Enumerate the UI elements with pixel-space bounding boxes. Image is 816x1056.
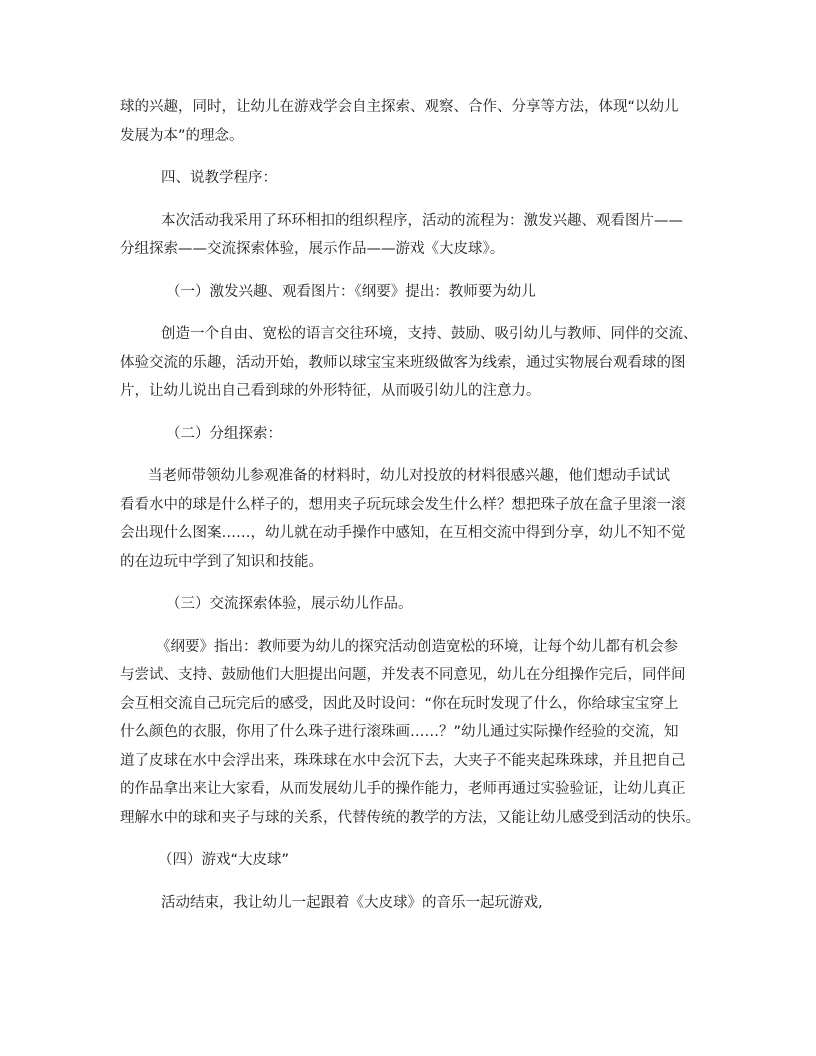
- text-line: 看看水中的球是什么样子的，想用夹子玩玩球会发生什么样？想把珠子放在盒子里滚一滚: [120, 496, 686, 513]
- text-line: 本次活动我采用了环环相扣的组织程序，活动的流程为：激发兴趣、观看图片——: [161, 212, 683, 229]
- paragraph-continued-interest: [120, 93, 700, 150]
- text-line: 创造一个自由、宽松的语言交往环境，支持、鼓励、吸引幼儿与教师、同伴的交流、: [161, 326, 698, 342]
- paragraph-procedure-overview: [120, 207, 700, 264]
- text-line: 活动结束，我让幼儿一起跟着《大皮球》的音乐一起玩游戏,: [161, 894, 543, 911]
- paragraph-language-environment: [120, 320, 700, 406]
- text-line: 发展为本”的理念。: [120, 127, 244, 144]
- text-line: 球的兴趣，同时，让幼儿在游戏学会自主探索、观察、合作、分享等方法，体现“以幼儿: [120, 99, 679, 115]
- text-line: 分组探索——交流探索体验，展示作品——游戏《大皮球》。: [120, 241, 505, 257]
- text-line: 的在边玩中学到了知识和技能。: [120, 553, 323, 570]
- section-heading-teaching-procedure: 四、说教学程序：: [161, 170, 277, 186]
- subheading-exchange-experience: （三）交流探索体验，展示幼儿作品。: [166, 596, 413, 612]
- paragraph-group-exploration: [120, 462, 700, 576]
- subheading-group-exploration: （二）分组探索：: [166, 425, 282, 442]
- document-body: [120, 93, 700, 931]
- text-line: 道了皮球在水中会浮出来，珠珠球在水中会沉下去，大夹子不能夹起珠珠球，并且把自己: [120, 752, 686, 769]
- paragraph-exchange-experience: [120, 633, 700, 833]
- text-line: 《纲要》指出：教师要为幼儿的探究活动创造宽松的环境，让每个幼儿都有机会参: [156, 638, 678, 655]
- text-line: 当老师带领幼儿参观准备的材料时，幼儿对投放的材料很感兴趣，他们想动手试试: [148, 468, 670, 484]
- text-line: 理解水中的球和夹子与球的关系，代替传统的教学的方法，又能让幼儿感受到活动的快乐。: [120, 809, 700, 826]
- text-line: 的作品拿出来让大家看，从而发展幼儿手的操作能力，老师再通过实验验证，让幼儿真正: [120, 781, 686, 797]
- subheading-stimulate-interest: （一）激发兴趣、观看图片：《纲要》提出：教师要为幼儿: [166, 283, 536, 300]
- subheading-ball-game: （四）游戏“大皮球”: [158, 852, 290, 868]
- text-line: 片，让幼儿说出自己看到球的外形特征，从而吸引幼儿的注意力。: [120, 383, 541, 399]
- text-line: 会互相交流自己玩完后的感受，因此及时设问：“你在玩时发现了什么，你给球宝宝穿上: [120, 695, 679, 712]
- paragraph-activity-end: [120, 889, 700, 918]
- text-line: 与尝试、支持、鼓励他们大胆提出问题，并发表不同意见，幼儿在分组操作完后，同伴间: [120, 667, 686, 683]
- text-line: 体验交流的乐趣，活动开始，教师以球宝宝来班级做客为线索，通过实物展台观看球的图: [120, 354, 686, 371]
- text-line: 会出现什么图案……，幼儿就在动手操作中感知，在互相交流中得到分享，幼儿不知不觉: [120, 525, 686, 541]
- text-line: 什么颜色的衣服，你用了什么珠子进行滚珠画……？”幼儿通过实际操作经验的交流，知: [120, 724, 679, 740]
